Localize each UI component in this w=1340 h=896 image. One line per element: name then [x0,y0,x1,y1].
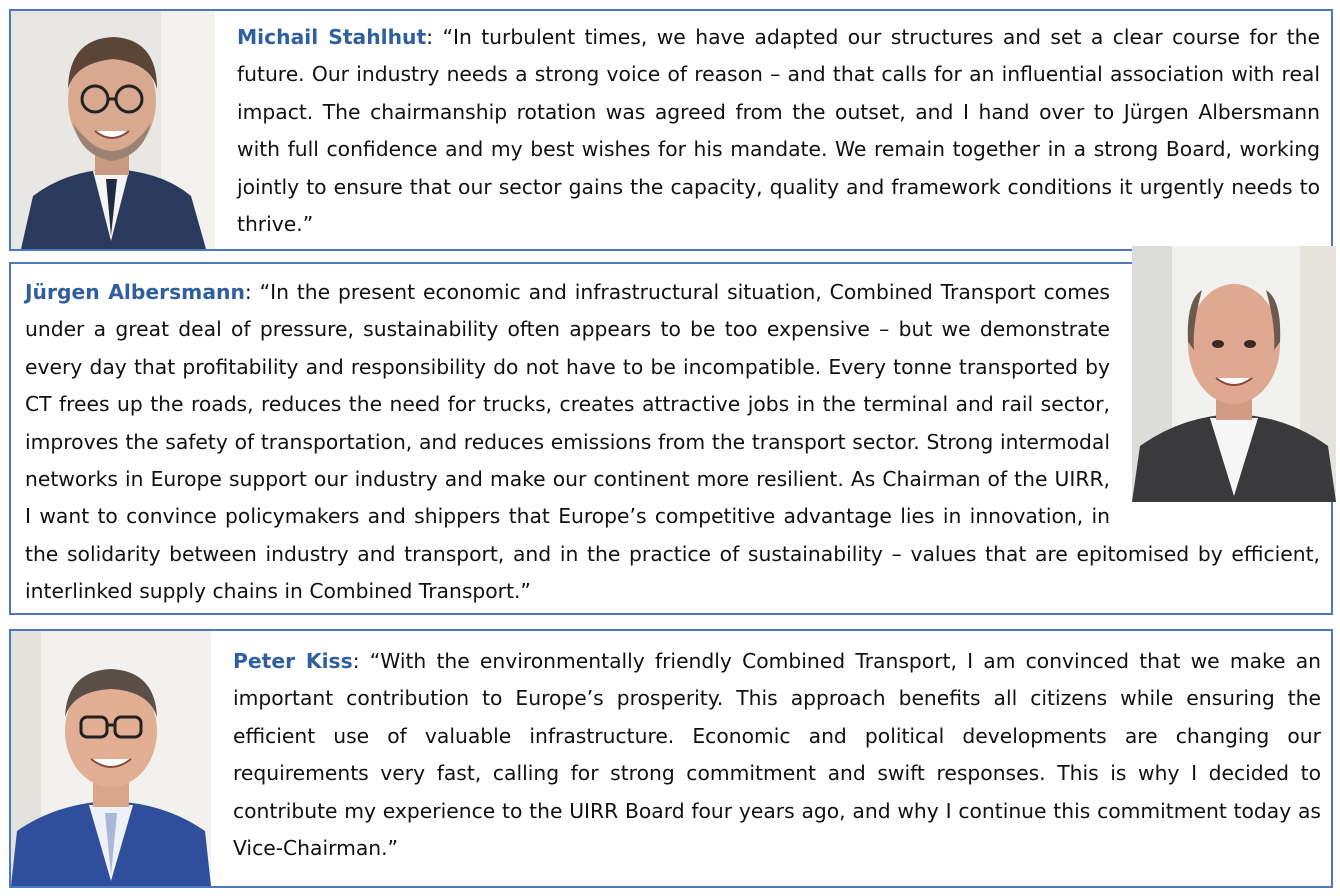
quote-body: “In the present economic and infrastructural situation, Combined Transport comes under a great deal of pressure, sustainability often appears to be too expensive – but we demonstrate every day that profitability and responsibility do not have to be incompatible. Every tonne transported by CT frees up the roads, reduces the need for trucks, creates attractive jobs in the terminal and rail sector, improves the safety of transportation, and reduces emissions from the transport sector. Strong intermodal networks in Europe support our industry and make our continent more resilient. As Chairman of the UIRR, I want to convince policymakers and shippers that Europe’s competitive advantage lies in innovation, in the solidarity between industry and transport, and in the practice of sustainability – values that are epitomised by efficient, interlinked supply chains in Combined Transport.” [25,280,1320,604]
portrait-photo-kiss [11,631,211,886]
portrait-photo-albersmann [1132,246,1336,502]
speaker-name: Peter Kiss [233,649,353,673]
quote-body: “In turbulent times, we have adapted our structures and set a clear course for the future. Our industry needs a strong voice of reason – and that calls for an influential association with real impact. The chairmanship rotation was agreed from the outset, and I hand over to Jürgen Albersmann with full confidence and my best wishes for his mandate. We remain together in a strong Board, working jointly to ensure that our sector gains the capacity, quality and framework conditions it urgently needs to thrive.” [237,25,1320,237]
quote-box-albersmann [9,262,1333,615]
quote-text-stahlhut: Michail Stahlhut: “In turbulent times, we have adapted our structures and set a clear course for the future. Our industry needs a strong voice of reason – and that calls for an influential association with real impact. The chairmanship rotation was agreed from the outset, and I hand over to Jürgen Albersmann with full confidence and my best wishes for his mandate. We remain together in a strong Board, working jointly to ensure that our sector gains the capacity, quality and framework conditions it urgently needs to thrive.” [237,25,1320,237]
quote-body: “With the environmentally friendly Combined Transport, I am convinced that we make an important contribution to Europe’s prosperity. This approach benefits all citizens while ensuring the efficient use of valuable infrastructure. Economic and political developments are changing our requirements very fast, calling for strong commitment and swift responses. This is why I decided to contribute my experience to the UIRR Board four years ago, and why I continue this commitment today as Vice-Chairman.” [233,649,1321,861]
portrait-photo-stahlhut [11,11,215,249]
quote-text-kiss: Peter Kiss: “With the environmentally friendly Combined Transport, I am convinced that we make an important contribution to Europe’s prosperity. This approach benefits all citizens while ensuring the efficient use of valuable infrastructure. Economic and political developments are changing our requirements very fast, calling for strong commitment and swift responses. This is why I decided to contribute my experience to the UIRR Board four years ago, and why I continue this commitment today as Vice-Chairman.” [233,649,1321,861]
speaker-name: Jürgen Albersmann [25,280,245,304]
quote-box-stahlhut [9,9,1333,251]
quote-text-albersmann: Jürgen Albersmann: “In the present economic and infrastructural situation, Combined Transport comes under a great deal of pressure, sustainability often appears to be too expensive – but we demonstrate every day that profitability and responsibility do not have to be incompatible. Every tonne transported by CT frees up the roads, reduces the need for trucks, creates attractive jobs in the terminal and rail sector, improves the safety of transportation, and reduces emissions from the transport sector. Strong intermodal networks in Europe support our industry and make our continent more resilient. As Chairman of the UIRR, I want to convince policymakers and shippers that Europe’s competitive advantage lies in innovation, in the solidarity between industry and transport, and in the practice of sustainability – values that are epitomised by efficient, interlinked supply chains in Combined Transport.” [25,274,1320,611]
quote-box-kiss [9,629,1333,888]
speaker-name: Michail Stahlhut [237,25,427,49]
